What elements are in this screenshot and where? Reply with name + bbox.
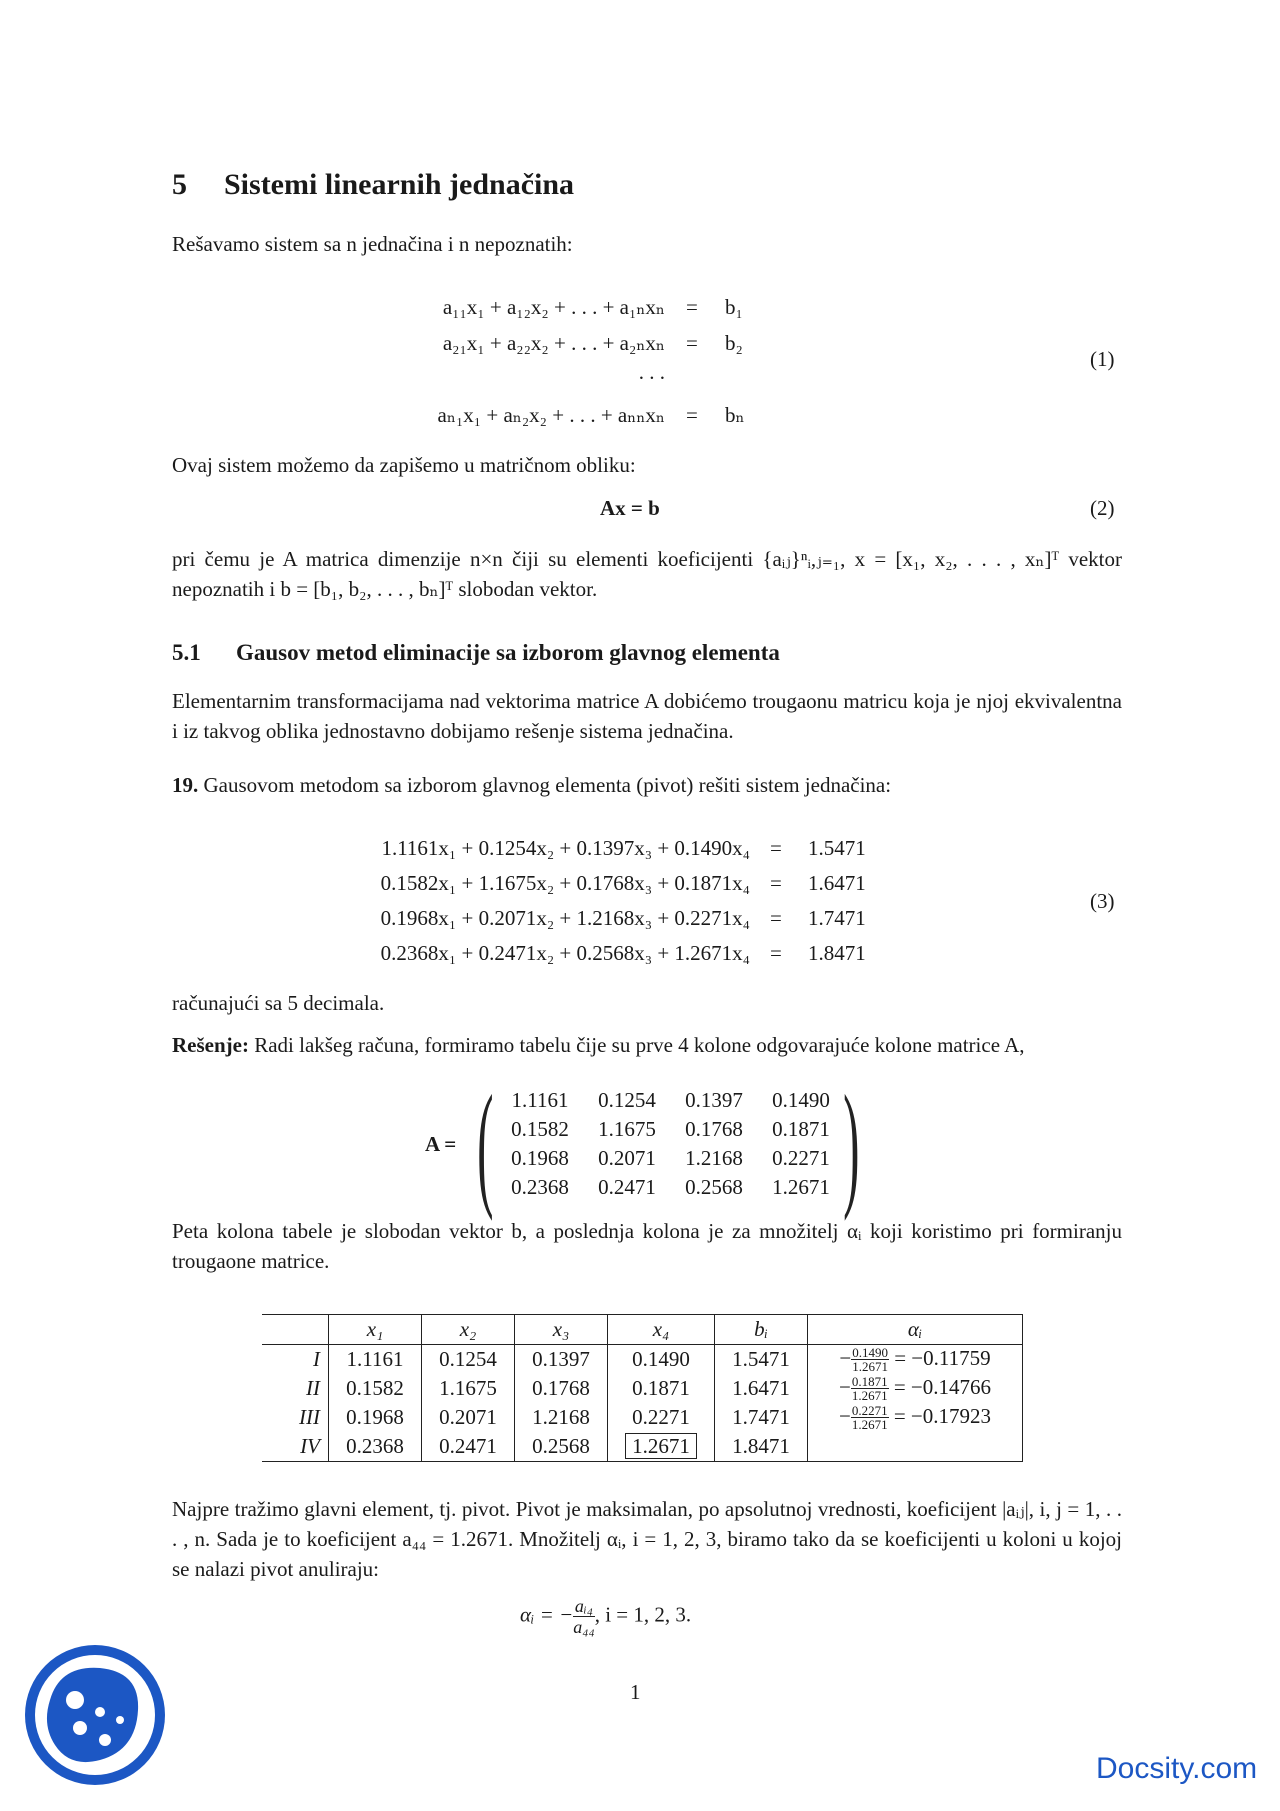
table-cell: 1.8471: [715, 1432, 808, 1462]
column-header: x₃: [515, 1315, 608, 1345]
alpha-fraction: $\frac{0.1490}{1.2671}$: [852, 1345, 888, 1375]
section-number: 5: [172, 168, 187, 201]
matrix-cell: 0.1968: [511, 1146, 569, 1170]
elimination-table: [262, 1314, 1023, 1462]
table-cell: 0.1768: [515, 1374, 608, 1403]
subsection-heading: [172, 640, 780, 666]
alpha-formula-rhs: , i = 1, 2, 3.: [594, 1602, 692, 1627]
eq3-row-2-rhs: 1.6471: [808, 871, 866, 895]
eq3-row-4-lhs: 0.2368x₁ + 0.2471x₂ + 0.2568x₃ + 1.2671x₄: [380, 941, 750, 965]
table-cell: 0.2368: [329, 1432, 422, 1462]
table-header-row: [262, 1315, 1023, 1345]
task-paragraph: [172, 770, 1122, 800]
matrix-cell: 0.1582: [511, 1117, 569, 1141]
eq1-row-4-eq: =: [686, 403, 698, 427]
matrix-cell: 1.2168: [685, 1146, 743, 1170]
matrix-cell: 0.1254: [598, 1088, 656, 1112]
table-row: [262, 1374, 1023, 1403]
table-row: [262, 1432, 1023, 1462]
row-label: IV: [300, 1434, 320, 1458]
eq1-row-2-eq: =: [686, 331, 698, 355]
equation-number-1: (1): [1090, 347, 1115, 371]
solution-label: Rešenje:: [172, 1033, 249, 1057]
table-cell: 1.6471: [715, 1374, 808, 1403]
row-label: III: [299, 1405, 320, 1429]
eq3-row-1-rhs: 1.5471: [808, 836, 866, 860]
table-cell: 1.2168: [515, 1403, 608, 1432]
subsection-title: Gausov metod eliminacije sa izborom glavnog elementa: [236, 640, 780, 665]
matrix-cell: 1.1675: [598, 1117, 656, 1141]
docsity-brand-link[interactable]: Docsity.com: [1096, 1752, 1258, 1785]
alpha-cell: − $\frac{0.1871}{1.2671}$ = −0.14766: [808, 1374, 1023, 1403]
table-row: [262, 1403, 1023, 1432]
eq1-row-1-eq: =: [686, 295, 698, 319]
task-text: Gausovom metodom sa izborom glavnog elementa (pivot) rešiti sistem jednačina:: [203, 773, 892, 797]
table-cell: 0.2271: [608, 1403, 715, 1432]
matrix-cell: 1.1161: [511, 1088, 569, 1112]
section-heading: [172, 168, 574, 202]
eq1-row-2-lhs: a₂₁x₁ + a₂₂x₂ + . . . + a₂ₙxₙ: [442, 331, 665, 355]
matrix-cell: 0.2471: [598, 1175, 656, 1199]
table-cell: 1.1675: [422, 1374, 515, 1403]
eq1-row-4-lhs: aₙ₁x₁ + aₙ₂x₂ + . . . + aₙₙxₙ: [437, 403, 665, 427]
eq3-row-1-lhs: 1.1161x₁ + 0.1254x₂ + 0.1397x₃ + 0.1490x₄: [381, 836, 750, 860]
eq3-row-1-eq: =: [770, 836, 782, 860]
column-header: x₂: [422, 1315, 515, 1345]
column-header: x₄: [608, 1315, 715, 1345]
eq3-row-4-eq: =: [770, 941, 782, 965]
solution-paragraph: [172, 1030, 1122, 1060]
matrix-cell: 0.2271: [772, 1146, 830, 1170]
matrix-cell: 1.2671: [772, 1175, 830, 1199]
matrix-cell: 0.1490: [772, 1088, 830, 1112]
matrix-cell: 0.1768: [685, 1117, 743, 1141]
subsection-number: 5.1: [172, 640, 201, 665]
fifth-column-paragraph: Peta kolona tabele je slobodan vektor b, a poslednja kolona je za množitelj αᵢ koji koristimo pri formiranju trougaone matrice.: [172, 1219, 1122, 1273]
table-cell: 0.2471: [422, 1432, 515, 1462]
alpha-cell: − $\frac{0.1490}{1.2671}$ = −0.11759: [808, 1345, 1023, 1375]
task-number: 19.: [172, 773, 199, 797]
alpha-cell: [808, 1432, 1023, 1462]
table-cell: 1.1161: [329, 1345, 422, 1375]
table-cell: 1.7471: [715, 1403, 808, 1432]
table-cell: 1.5471: [715, 1345, 808, 1375]
pivot-paragraph: Najpre tražimo glavni element, tj. pivot. Pivot je maksimalan, po apsolutnoj vrednosti, koeficijent |aᵢⱼ|, i, j = 1, . . . , n. Sada je to koeficijent a₄₄ = 1.2671. Množitelj αᵢ, i = 1, 2, 3, biramo tako da se koeficijenti u koloni u kojoj se nalazi pivot anuliraju:: [172, 1497, 1122, 1581]
matrix-left-paren: (: [477, 1067, 494, 1222]
page-number: 1: [630, 1680, 641, 1704]
matrix-label: A =: [425, 1132, 457, 1156]
equation-number-3: (3): [1090, 889, 1115, 913]
alpha-formula: [520, 1596, 691, 1637]
column-header: x₁: [329, 1315, 422, 1345]
eq3-row-3-rhs: 1.7471: [808, 906, 866, 930]
row-label: I: [313, 1347, 320, 1371]
alpha-fraction: $\frac{0.2271}{1.2671}$: [851, 1403, 888, 1433]
alpha-formula-fraction: $\frac{\text{aᵢ₄}}{\text{a₄₄}}$: [573, 1596, 595, 1637]
table-cell: 0.2071: [422, 1403, 515, 1432]
eq3-row-4-rhs: 1.8471: [808, 941, 866, 965]
table-corner: [262, 1315, 329, 1345]
equation-2: Ax = b: [600, 496, 660, 520]
eq3-row-3-lhs: 0.1968x₁ + 0.2071x₂ + 1.2168x₃ + 0.2271x₄: [380, 906, 750, 930]
alpha-formula-lhs: αᵢ = −: [520, 1602, 574, 1627]
eq1-row-1-lhs: a₁₁x₁ + a₁₂x₂ + . . . + a₁ₙxₙ: [442, 295, 665, 319]
matrix-cell: 0.2071: [598, 1146, 656, 1170]
table-cell: 0.1490: [608, 1345, 715, 1375]
docsity-logo-icon: [20, 1640, 170, 1790]
table-row: [262, 1345, 1023, 1375]
table-cell: 0.2568: [515, 1432, 608, 1462]
matrix-cell: 0.2368: [511, 1175, 569, 1199]
pivot-cell: [608, 1432, 715, 1462]
matrix-right-paren: ): [843, 1067, 860, 1222]
equation-number-2: (2): [1090, 496, 1115, 520]
eq1-row-1-rhs: b₁: [725, 295, 743, 319]
section-title: Sistemi linearnih jednačina: [224, 168, 575, 201]
table-cell: 0.1582: [329, 1374, 422, 1403]
matrix-form-paragraph: Ovaj sistem možemo da zapišemo u matričnom obliku:: [172, 453, 636, 477]
matrix-cell: 0.1871: [772, 1117, 830, 1141]
column-header: αᵢ: [808, 1315, 1023, 1345]
alpha-cell: − $\frac{0.2271}{1.2671}$ = −0.17923: [808, 1403, 1023, 1432]
intro-paragraph: Rešavamo sistem sa n jednačina i n nepoznatih:: [172, 232, 573, 256]
table-cell: 0.1871: [608, 1374, 715, 1403]
eq1-row-4-rhs: bₙ: [725, 403, 745, 427]
decimals-paragraph: računajući sa 5 decimala.: [172, 991, 385, 1015]
eq1-row-3-lhs: . . .: [638, 360, 665, 384]
eq3-row-3-eq: =: [770, 906, 782, 930]
table-cell: 0.1397: [515, 1345, 608, 1375]
row-label: II: [306, 1376, 320, 1400]
column-header: bᵢ: [715, 1315, 808, 1345]
matrix-cell: 0.1397: [685, 1088, 743, 1112]
eq3-row-2-eq: =: [770, 871, 782, 895]
where-paragraph: pri čemu je A matrica dimenzije n×n čiji su elementi koeficijenti {aᵢⱼ}ⁿᵢ,ⱼ₌₁, x = [x₁, x₂, . . . , xₙ]ᵀ vektor nepoznatih i b = [b₁, b₂, . . . , bₙ]ᵀ slobodan vektor.: [172, 547, 1122, 601]
eq1-row-2-rhs: b₂: [725, 331, 743, 355]
table-cell: 0.1968: [329, 1403, 422, 1432]
matrix-cell: 0.2568: [685, 1175, 743, 1199]
alpha-fraction: $\frac{0.1871}{1.2671}$: [851, 1374, 888, 1404]
pivot-box: 1.2671: [625, 1433, 697, 1459]
solution-text: Radi lakšeg računa, formiramo tabelu čije su prve 4 kolone odgovarajuće kolone matrice A,: [254, 1033, 1025, 1057]
elementary-paragraph: Elementarnim transformacijama nad vektorima matrice A dobićemo trougaonu matricu koja je njoj ekvivalentna i iz takvog oblika jednostavno dobijamo rešenje sistema jednačina.: [172, 689, 1122, 743]
table-cell: 0.1254: [422, 1345, 515, 1375]
eq3-row-2-lhs: 0.1582x₁ + 1.1675x₂ + 0.1768x₃ + 0.1871x₄: [380, 871, 750, 895]
